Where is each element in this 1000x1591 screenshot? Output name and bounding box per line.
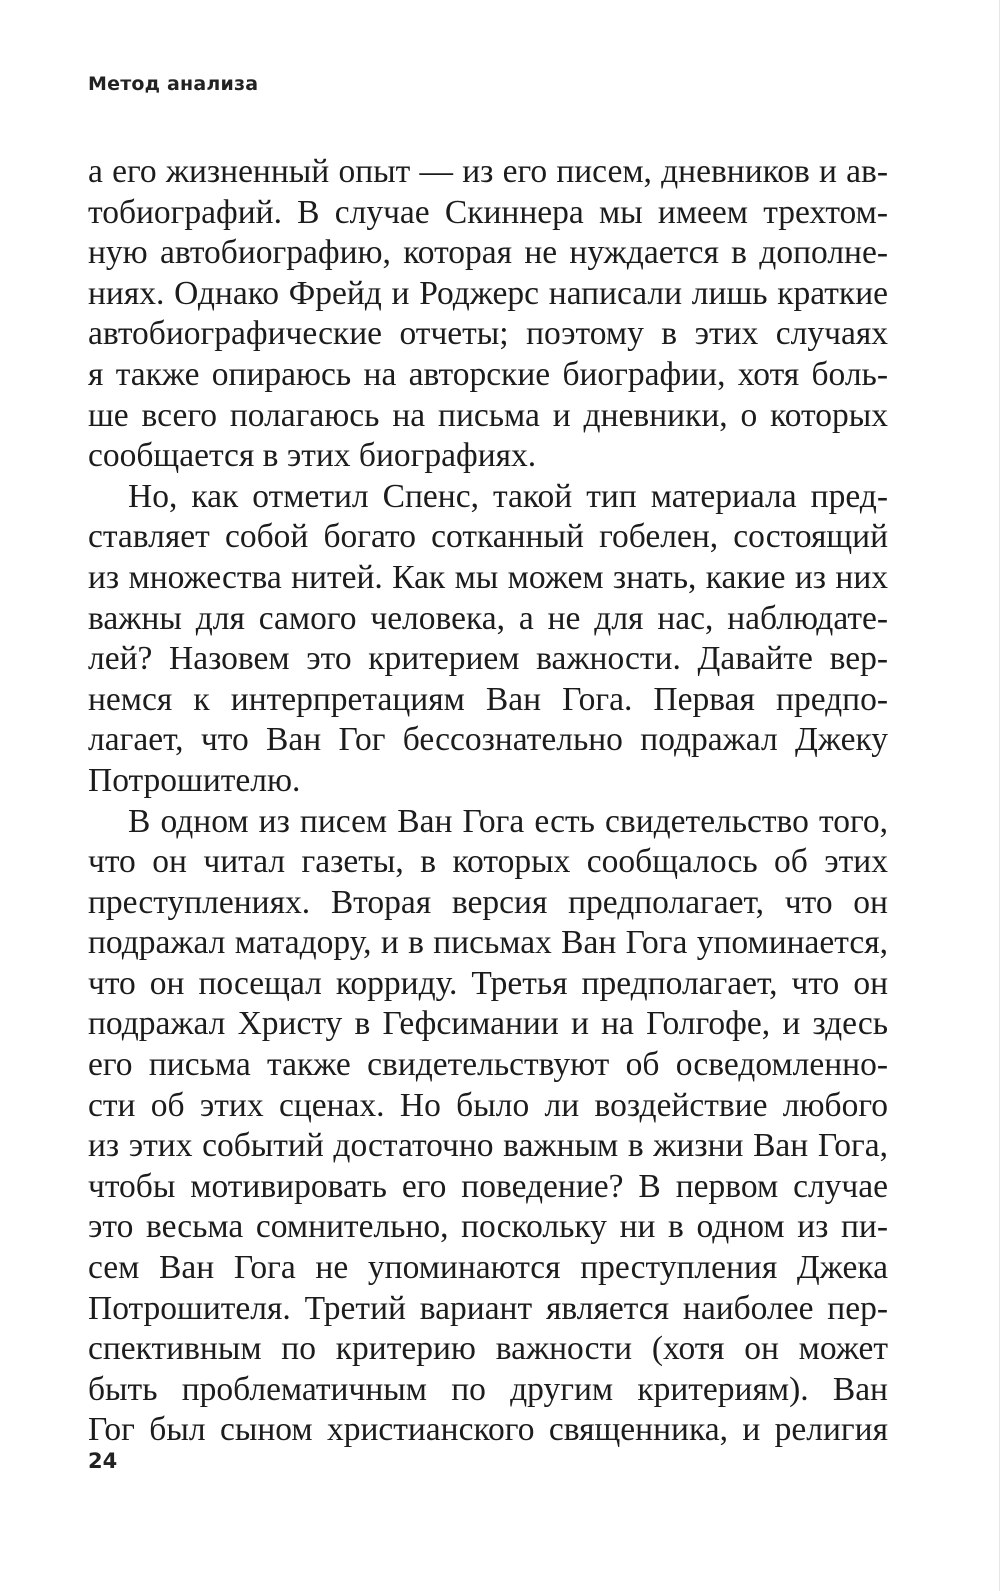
text-line: Гог был сыном христианского священника, и религия <box>88 1411 888 1449</box>
text-line: Потрошителю. <box>88 761 301 799</box>
text-line: быть проблематичным по другим критериям). Ван <box>88 1370 888 1408</box>
text-line: Но, как отметил Спенс, такой тип материала пред- <box>128 477 888 515</box>
text-line: из множества нитей. Как мы можем знать, какие из них <box>88 558 888 596</box>
paragraph <box>88 802 888 1452</box>
text-line: лагает, что Ван Гог бессознательно подражал Джеку <box>88 721 888 759</box>
paragraph <box>88 152 888 477</box>
text-line: ставляет собой богато сотканный гобелен, состоящий <box>88 518 888 556</box>
text-line: Потрошителя. Третий вариант является наиболее пер- <box>88 1289 888 1327</box>
text-line: важны для самого человека, а не для нас, наблюдате- <box>88 599 888 637</box>
text-line: лей? Назовем это критерием важности. Давайте вер- <box>88 640 888 678</box>
text-line: что он читал газеты, в которых сообщалось об этих <box>88 843 888 881</box>
text-line: подражал матадору, и в письмах Ван Гога упоминается, <box>88 924 888 962</box>
text-line: ше всего полагаюсь на письма и дневники, о которых <box>88 396 888 434</box>
text-line: сообщается в этих биографиях. <box>88 437 537 475</box>
text-line: подражал Христу в Гефсимании и на Голгофе, и здесь <box>88 1005 888 1043</box>
text-line: немся к интерпретациям Ван Гога. Первая предпо- <box>88 680 888 718</box>
text-line: спективным по критерию важности (хотя он может <box>88 1330 888 1368</box>
text-line: сти об этих сценах. Но было ли воздействие любого <box>88 1086 888 1124</box>
text-line: преступлениях. Вторая версия предполагает, что он <box>88 883 888 921</box>
paragraph <box>88 477 888 802</box>
text-line: что он посещал корриду. Третья предполагает, что он <box>88 964 888 1002</box>
text-line: В одном из писем Ван Гога есть свидетельство того, <box>128 802 888 840</box>
text-line: автобиографические отчеты; поэтому в этих случаях <box>88 315 888 353</box>
text-line: его письма также свидетельствуют об осведомленно- <box>88 1046 888 1084</box>
text-line: чтобы мотивировать его поведение? В первом случае <box>88 1167 888 1205</box>
text-line: из этих событий достаточно важным в жизни Ван Гога, <box>88 1127 888 1165</box>
text-line: тобиографий. В случае Скиннера мы имеем трехтом- <box>88 193 888 231</box>
text-line: сем Ван Гога не упоминаются преступления Джека <box>88 1249 888 1287</box>
text-line: а его жизненный опыт — из его писем, дневников и ав- <box>88 153 888 190</box>
text-line: ниях. Однако Фрейд и Роджерс написали лишь краткие <box>88 274 888 312</box>
text-line: я также опираюсь на авторские биографии, хотя боль- <box>88 355 888 393</box>
page-number: 24 <box>88 1449 118 1473</box>
running-head: Метод анализа <box>88 73 259 95</box>
text-line: это весьма сомнительно, поскольку ни в одном из пи- <box>88 1208 888 1246</box>
body-text <box>88 152 888 1451</box>
text-line: ную автобиографию, которая не нуждается в дополне- <box>88 234 888 272</box>
